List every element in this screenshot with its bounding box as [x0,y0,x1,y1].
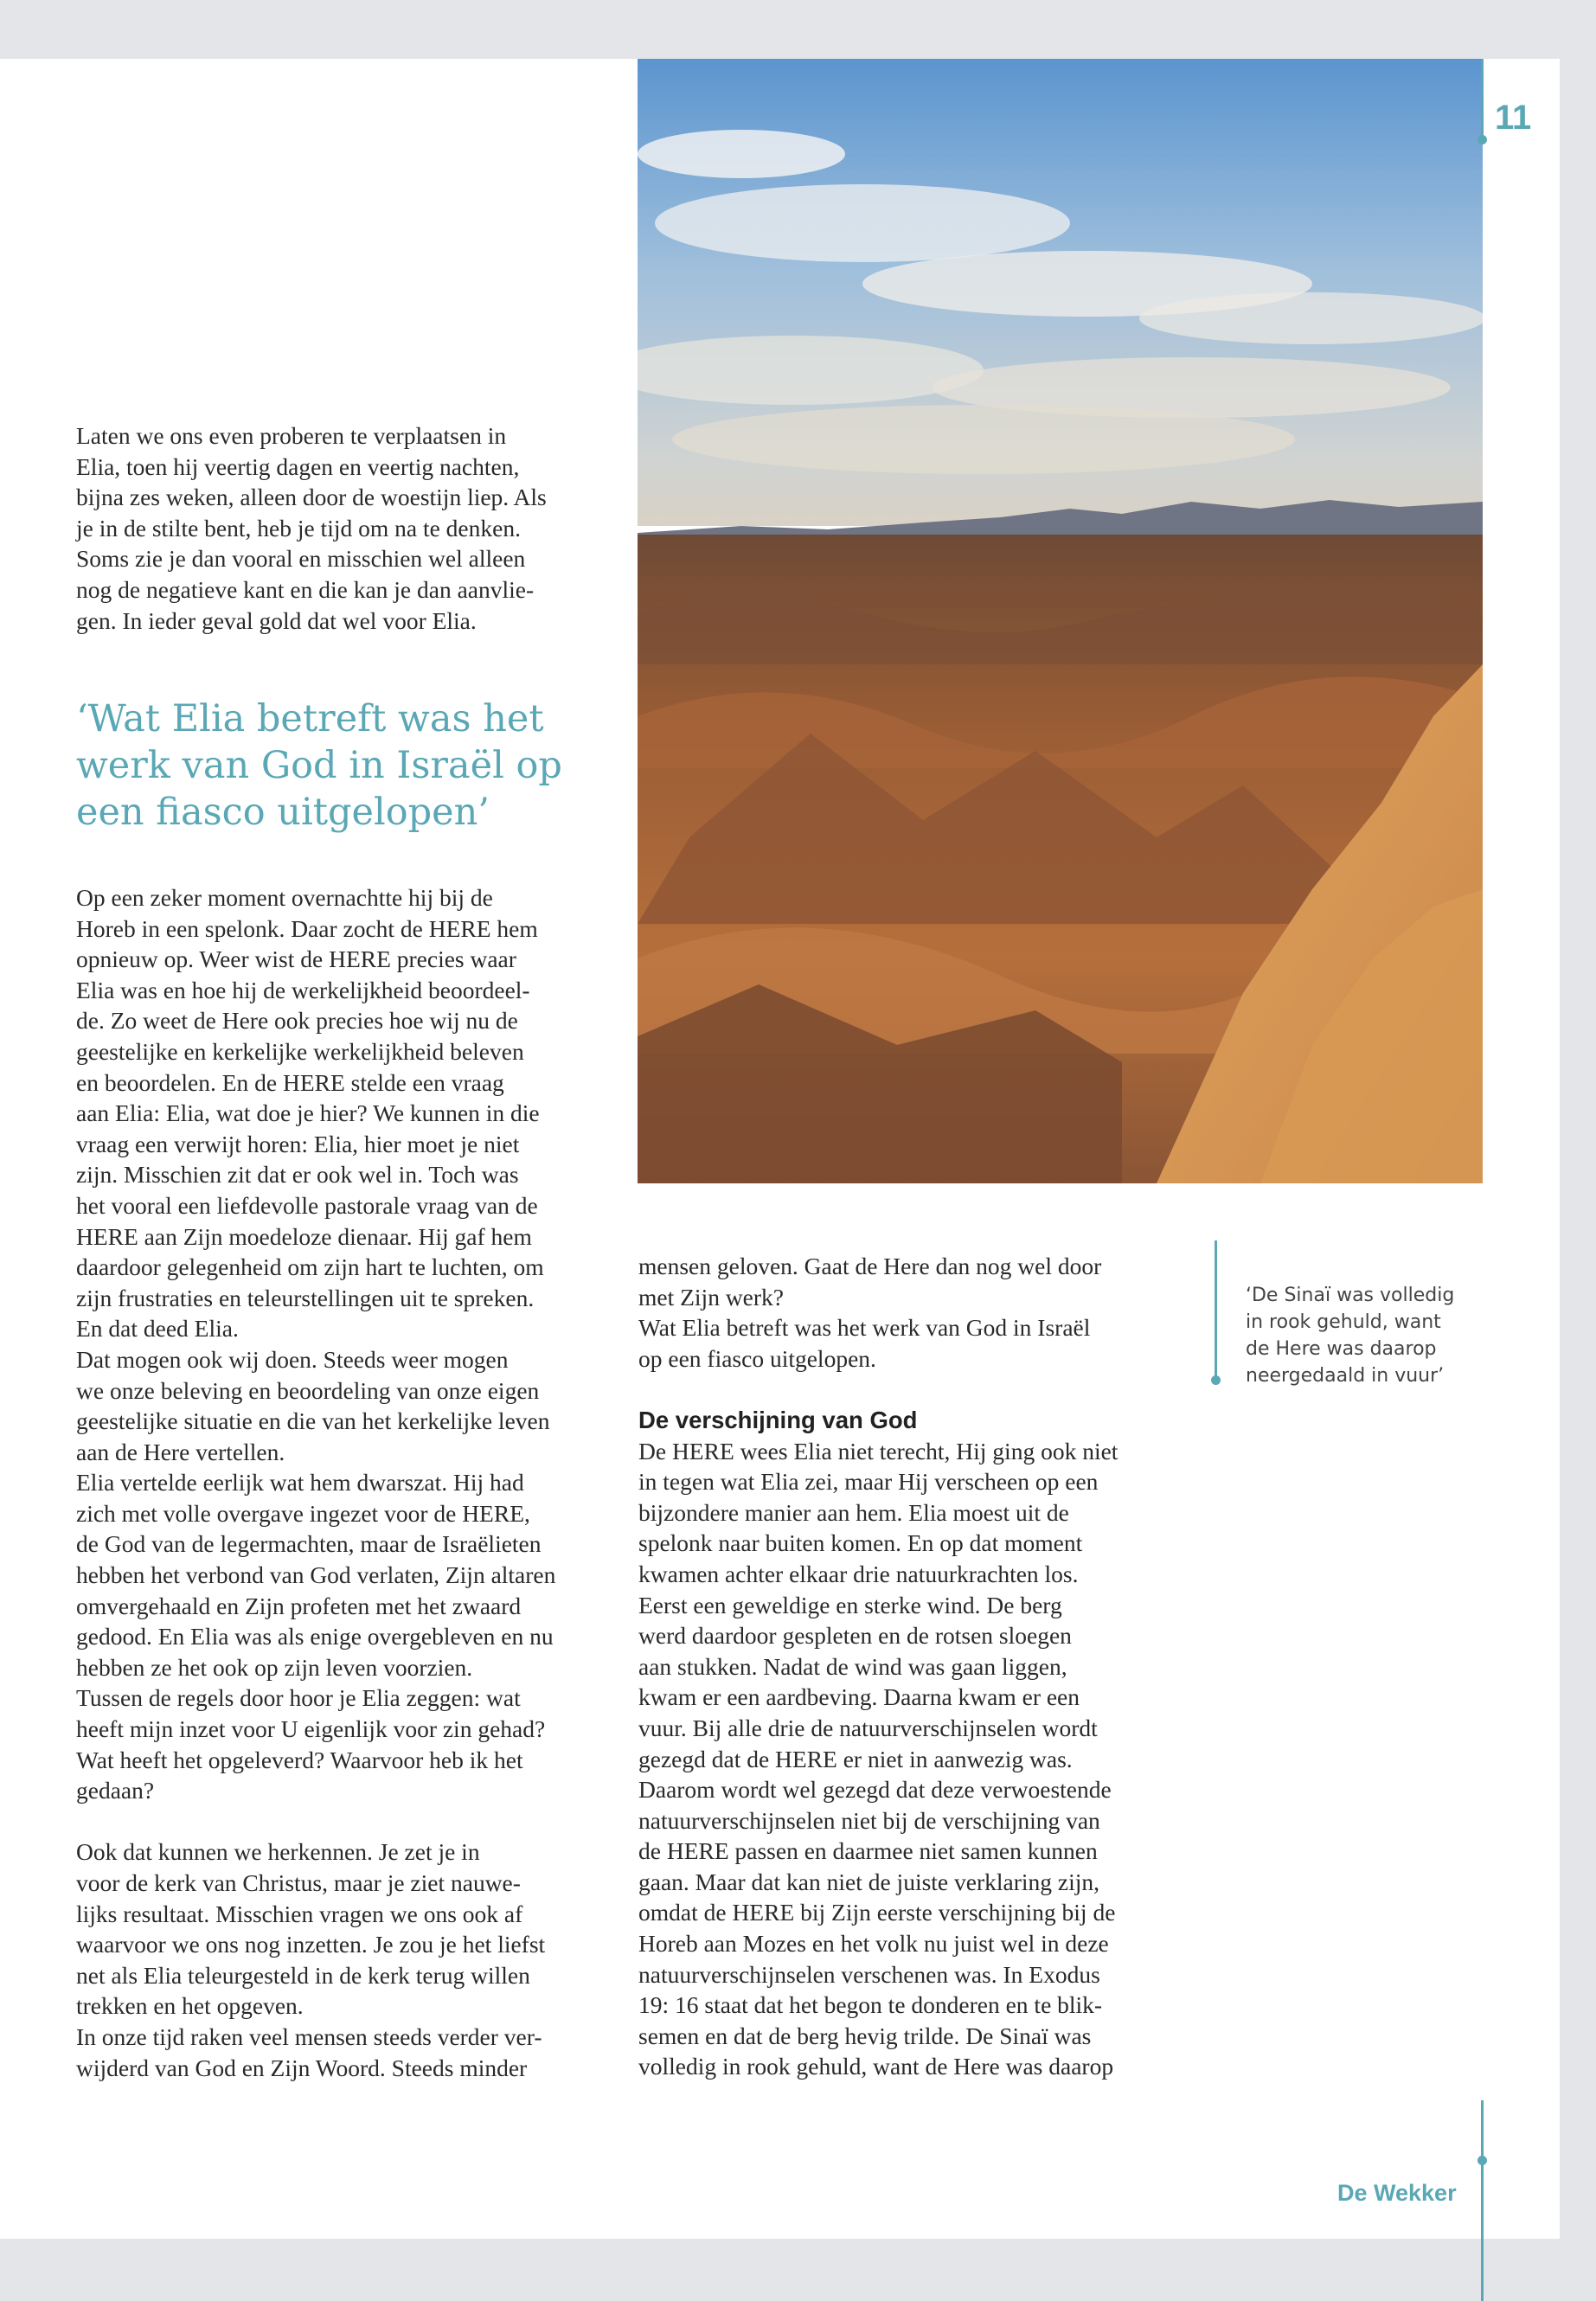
body-line: vraag een verwijt horen: Elia, hier moet je niet [76,1130,520,1157]
body-line: zich met volle overgave ingezet voor de HERE, [76,1499,530,1527]
body-line: opnieuw op. Weer wist de HERE precies waar [76,945,516,973]
pull-quote-line: ‘Wat Elia betreft was het [76,697,544,740]
body-line: Tussen de regels door hoor je Elia zeggen: wat [76,1684,521,1712]
body-line: lijks resultaat. Misschien vragen we ons ook af [76,1900,523,1927]
body-line: zijn. Misschien zit dat er ook wel in. Toch was [76,1161,519,1189]
body-line: we onze beleving en beoordeling van onze eigen [76,1376,540,1404]
body-line: Wat heeft het opgeleverd? Waarvoor heb ik het [76,1746,523,1773]
body-line: de. Zo weet de Here ook precies hoe wij nu de [76,1007,518,1035]
body-line: volledig in rook gehuld, want de Here was daarop [638,2053,1114,2080]
body-line: Horeb in een spelonk. Daar zocht de HERE hem [76,914,538,942]
body-line: geestelijke situatie en die van het kerkelijke leven [76,1407,550,1435]
body-line: wijderd van God en Zijn Woord. Steeds minder [76,2054,528,2081]
body-line: zijn frustraties en teleurstellingen uit te spreken. [76,1284,535,1311]
body-line: hebben ze het ook op zijn leven voorzien. [76,1653,473,1681]
body-line: omvergehaald en Zijn profeten met het zwaard [76,1592,522,1619]
body-line: 19: 16 staat dat het begon te donderen en te blik- [638,1991,1103,2019]
intro-line: Elia, toen hij veertig dagen en veertig nachten, [76,452,520,480]
side-quote-caption [1246,1282,1479,1389]
body-line: kwamen achter elkaar drie natuurkrachten los. [638,1560,1079,1587]
desert-landscape-image [638,59,1483,1183]
body-line: Horeb aan Mozes en het volk nu juist wel in deze [638,1930,1109,1958]
intro-line: je in de stilte bent, heb je tijd om na te denken. [76,514,521,542]
intro-line: Soms zie je dan vooral en misschien wel alleen [76,545,526,573]
body-line: bijzondere manier aan hem. Elia moest uit de [638,1498,1069,1526]
body-line: natuurverschijnselen niet bij de verschijning van [638,1806,1100,1834]
body-line: Op een zeker moment overnachtte hij bij de [76,884,493,911]
body-line: waarvoor we ons nog inzetten. Je zou je het liefst [76,1931,546,1958]
pull-quote [76,695,595,836]
body-line: Elia was en hoe hij de werkelijkheid beoordeel- [76,976,530,1003]
intro-line: nog de negatieve kant en die kan je dan aanvlie- [76,575,535,603]
body-line: De HERE wees Elia niet terecht, Hij ging ook niet [638,1437,1118,1465]
intro-paragraph [76,420,604,636]
body-line: gedood. En Elia was als enige overgebleven en nu [76,1623,554,1650]
magazine-brand: De Wekker [1337,2180,1457,2206]
desert-mountains-photo [638,59,1483,1183]
caption-line: in rook gehuld, want [1246,1311,1441,1333]
intro-line: bijna zes weken, alleen door de woestijn liep. Als [76,484,547,511]
body-line: net als Elia teleurgesteld in de kerk terug willen [76,1961,530,1989]
body-line: voor de kerk van Christus, maar je ziet nauwe- [76,1869,521,1896]
body-line: geestelijke en kerkelijke werkelijkheid beleven [76,1037,524,1065]
page-number: 11 [1495,99,1532,137]
pull-quote-line: een fiasco uitgelopen’ [76,791,490,834]
body-line: Wat Elia betreft was het werk van God in Israël [638,1314,1091,1342]
body-line: aan Elia: Elia, wat doe je hier? We kunnen in die [76,1099,540,1127]
body-line: omdat de HERE bij Zijn eerste verschijning bij de [638,1899,1116,1926]
body-line: Elia vertelde eerlijk wat hem dwarszat. Hij had [76,1469,524,1497]
body-line: aan de Here vertellen. [76,1438,285,1465]
caption-rule-dot [1211,1375,1221,1385]
body-line: op een fiasco uitgelopen. [638,1344,876,1372]
body-line: gedaan? [76,1777,155,1804]
body-line: in tegen wat Elia zei, maar Hij verscheen op een [638,1468,1099,1496]
body-line: semen en dat de berg hevig trilde. De Sinaï was [638,2022,1092,2049]
body-line: aan stukken. Nadat de wind was gaan liggen, [638,1652,1067,1680]
body-line: In onze tijd raken veel mensen steeds verder ver- [76,2022,542,2050]
paragraph-gap [638,1374,1166,1405]
body-line: Daarom wordt wel gezegd dat deze verwoestende [638,1776,1112,1804]
left-column-body [76,882,604,2083]
pull-quote-line: werk van God in Israël op [76,744,562,787]
body-line: de God van de legermachten, maar de Israëlieten [76,1530,542,1558]
caption-line: neergedaald in vuur’ [1246,1365,1445,1387]
body-line: vuur. Bij alle drie de natuurverschijnselen wordt [638,1714,1098,1741]
magazine-page [0,59,1560,2239]
body-line: spelonk naar buiten komen. En op dat moment [638,1529,1083,1557]
body-line: daardoor gelegenheid om zijn hart te luchten, om [76,1253,544,1281]
body-line: en beoordelen. En de HERE stelde een vraag [76,1068,504,1096]
body-line: Ook dat kunnen we herkennen. Je zet je in [76,1838,480,1866]
footer-rule [1481,2100,1484,2301]
body-line: Eerst een geweldige en sterke wind. De berg [638,1591,1062,1618]
caption-line: de Here was daarop [1246,1338,1437,1360]
intro-line: Laten we ons even proberen te verplaatsen in [76,422,507,449]
intro-line: gen. In ieder geval gold dat wel voor Elia. [76,606,477,634]
caption-line: ‘De Sinaï was volledig [1246,1285,1455,1306]
page-number-rule [1481,59,1484,138]
body-line: het vooral een liefdevolle pastorale vraag van de [76,1191,538,1219]
body-line: kwam er een aardbeving. Daarna kwam er een [638,1683,1080,1711]
body-line: de HERE passen en daarmee niet samen kunnen [638,1837,1098,1865]
body-line: Dat mogen ook wij doen. Steeds weer mogen [76,1345,509,1373]
page-number-rule-dot [1477,135,1487,144]
paragraph-gap [76,1806,604,1837]
body-line: En dat deed Elia. [76,1315,239,1343]
body-line: mensen geloven. Gaat de Here dan nog wel door [638,1253,1102,1279]
caption-rule [1215,1240,1217,1379]
body-line: heeft mijn inzet voor U eigenlijk voor zin gehad? [76,1715,546,1743]
body-line: gezegd dat de HERE er niet in aanwezig was. [638,1745,1073,1772]
middle-column-body [638,1251,1166,2082]
body-line: gaan. Maar dat kan niet de juiste verklaring zijn, [638,1868,1100,1895]
body-line: werd daardoor gespleten en de rotsen sloegen [638,1622,1072,1650]
section-subheading: De verschijning van God [638,1406,918,1433]
body-line: trekken en het opgeven. [76,1992,304,2020]
body-line: HERE aan Zijn moedeloze dienaar. Hij gaf hem [76,1222,532,1250]
body-line: hebben het verbond van God verlaten, Zijn altaren [76,1561,556,1589]
body-line: met Zijn werk? [638,1283,784,1311]
body-line: natuurverschijnselen verschenen was. In Exodus [638,1960,1100,1988]
